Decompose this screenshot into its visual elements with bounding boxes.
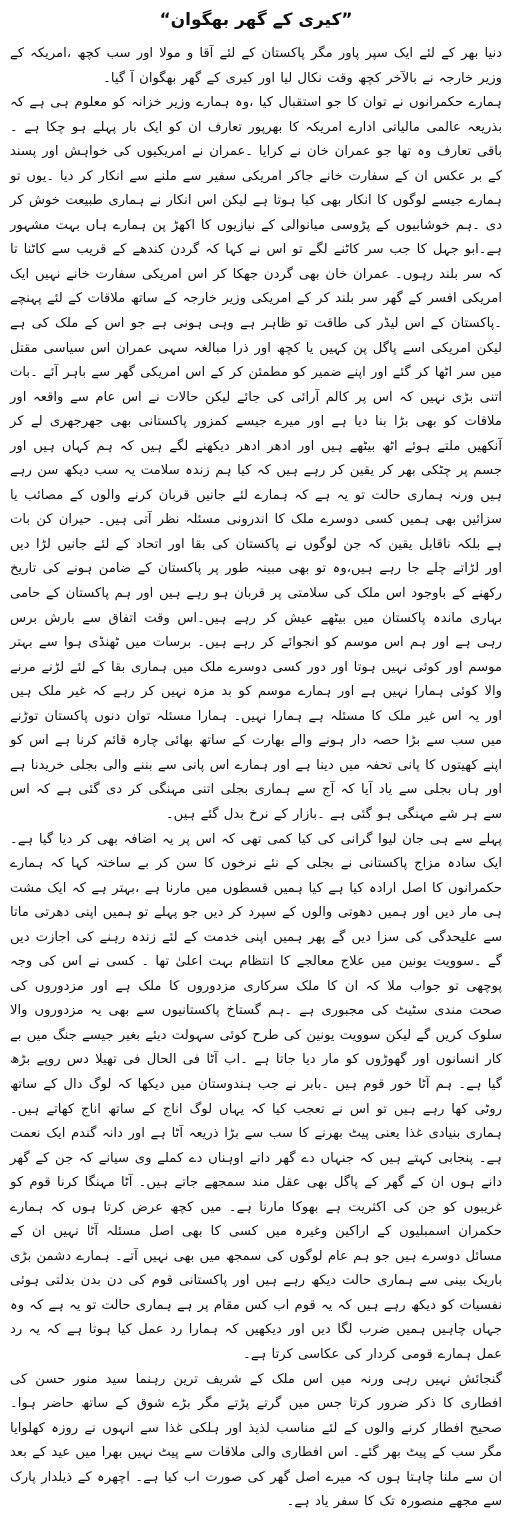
paragraph-2: ہمارے حکمرانوں نے توان کا جو استقبال کیا ،وہ ہمارے وزیر خزانہ کو معلوم ہی ہے کہ بذریعہ عالمی مالیاتی ادارے امریکہ کا بھرپور تعارف ان کو ایک بار پہلے ہو چکا ہے ۔باقی تعارف وہ تھا جو عمران خان نے کرایا ۔عمران نے امریکیوں کی خواہش اور پسند کے بر عکس ان کے سفارت خانے جاکر امریکی سفیر سے ملنے سے انکار کر دیا ۔یوں تو ہمارے جیسے لوگوں کا انکار بھی کیا ہوتا ہے لیکن اس انکار نے ہماری طبیعت خوش کر دی ۔ہم خوشابیوں کے پڑوسی میانوالی کے نیازیوں کا اکھڑ پن ہمارے ہاں بہت مشہور ہے۔ابو جہل کا جب سر کاٹنے لگے تو اس نے کہا کہ گردن کندھے کے قریب سے کاٹنا تا کہ سر بلند رہوں۔ عمران خان بھی گردن جھکا کر اس امریکی سفارت خانے نہیں ایک امریکی افسر کے گھر سر بلند کر کے امریکی وزیر خارجہ کے ساتھ ملاقات کے لئے پہنچے ۔پاکستان کے اس لیڈر کی طاقت تو ظاہر ہے وہی ہونی ہے جو اس کے ملک کی ہے لیکن امریکی اسے پاگل پن کہیں یا کچھ اور ذرا مبالغہ سہی عمران اس سیاسی مقتل میں سر اٹھا کر گئے اور اپنے ضمیر کو مطمئن کر کے اس امریکی گھر سے باہر آئے ۔بات اتنی بڑی نہیں کہ اس پر کالم آرائی کی جائے لیکن حالات نے اس عام سے واقعہ اور ملاقات کو بھی بڑا بنا دیا ہے اور میرے جیسے کمزور پاکستانی بھی جھرجھری لے کر آنکھیں ملتے ہوئے اٹھ بیٹھے ہیں اور ادھر ادھر دیکھنے لگے ہیں کہ ہم کہاں ہیں اور جسم پر چٹکی بھر کر یقین کر رہے ہیں کہ کیا ہم زندہ سلامت یہ سب دیکھ سن رہے ہیں ورنہ ہماری حالت تو یہ ہے کہ ہمارے لئے جانیں قربان کرنے والوں کے مصائب یا سزائیں بھی ہمیں کسی دوسرے ملک کا اندرونی مسئلہ نظر آتی ہیں۔ حیران کن بات ہے بلکہ ناقابل یقین کہ جن لوگوں نے پاکستان کی بقا اور اتحاد کے لئے جانیں لڑا دیں اور لڑاتے چلے جا رہے ہیں،وہ تو بھی مبینہ طور پر پاکستان کے ضامن ہونے کی تاریخ رکھنے کے باوجود اس ملک کی سلامتی پر قربان ہو رہے ہیں اور ہم پاکستان کے حامی بہاری ماندہ پاکستان میں بیٹھے عیش کر رہے ہیں۔اس وقت اتفاق سے بارش برس رہی ہے اور ہم اس موسم کو انجوائے کر رہے ہیں۔ برسات میں ٹھنڈی ہوا سے بہتر موسم اور کوئی نہیں ہوتا اور دور کسی دوسرے ملک میں ہماری بقا کے لئے لڑنے مرنے والا کوئی ہمارا نہیں ہے اور ہمارے موسم کو بد مزہ نہیں کر رہے کہ غیر ملک ہیں اور یہ اس غیر ملک کا مسئلہ ہے ہمارا نہیں۔ ہمارا مسئلہ توان دنوں پاکستان توڑنے میں سب سے بڑا حصہ دار ہونے والے بھارت کے ساتھ بھائی چارہ قائم کرنا ہے اس کو اپنے کھیتوں کا پانی تحفہ میں دینا ہے اور ہمارے اس پانی سے بننے والی بجلی خریدنا ہے اور ہاں بجلی سے یاد آیا کہ آج سے ہماری بجلی اتنی مہنگی کر دی گئی ہے کہ اس سے ہر شے مہنگی ہو گئی ہے ۔بازار کے نرخ بدل گئے ہیں۔ xyxy=(10,95,502,822)
column-body xyxy=(10,42,502,1515)
paragraph-3: پہلے سے ہی جان لیوا گرانی کی کیا کمی تھی کہ اس پر یہ اضافہ بھی کر دیا گیا ہے۔ ایک سادہ مزاج پاکستانی نے بجلی کے نئے نرخوں کا سن کر بے ساختہ کہا کہ ہمارے حکمرانوں کا اصل ارادہ کیا ہے کیا ہمیں قسطوں میں مارنا ہے ،بہتر ہے کہ ایک مشت ہی مار دیں اور ہمیں دھوتی والوں کے سپرد کر دیں جو پہلے تو ہمیں اپنی دھرتی ماتا سے علیحدگی کی سزا دیں گے پھر ہمیں اپنی خدمت کے لئے زندہ رہنے کی اجازت دیں گے ۔سوویت یونین میں علاج معالجے کا انتظام بہت اعلیٰ تھا ۔ کسی نے اس کی وجہ پوچھی تو جواب ملا کہ ان کا ملک سرکاری مزدوروں کا ملک ہے اور مزدوروں کی صحت مندی سٹیٹ کی مجبوری ہے ۔ہم گستاخ پاکستانیوں سے بھی یہ مزدوروں والا سلوک کریں گے لیکن سوویت یونین کی طرح کوئی سہولت دیئے بغیر جیسے جنگ میں بے کار انسانوں اور گھوڑوں کو مار دیا جاتا ہے ۔اب آٹا فی الحال فی تھیلا دس روپے بڑھ گیا ہے۔ ہم آٹا خور قوم ہیں ۔بابر نے جب ہندوستان میں دیکھا کہ لوگ دال کے ساتھ روٹی کھا رہے ہیں تو اس نے تعجب کیا کہ یہاں لوگ اناج کے ساتھ اناج کھاتے ہیں۔ ہماری بنیادی غذا یعنی پیٹ بھرنے کا سب سے بڑا ذریعہ آٹا ہے اور دانہ گندم ایک نعمت ہے۔ پنجابی کہتے ہیں کہ جنہاں دے گھر دانے اوہناں دے کملے وی سیانے کہ جن کے گھر دانے ہوں ان کے گھر کے پاگل بھی عقل مند سمجھے جاتے ہیں۔ آٹا مہنگا کرنا قوم کو غریبوں کو جن کی اکثریت ہے بھوکا مارنا ہے۔ میں کچھ عرض کرتا ہوں کہ ہمارے حکمران اسمبلیوں کے اراکین وغیرہ میں کسی کا بھی اصل مسئلہ آٹا نہیں ان کے مسائل دوسرے ہیں جو ہم عام لوگوں کی سمجھ میں بھی نہیں آتے۔ ہمارے دشمن بڑی باریک بینی سے ہماری حالت دیکھ رہے ہیں اور پاکستانی قوم کی دن بدن بدلتی ہوئی نفسیات کو دیکھ رہے ہیں کہ یہ قوم اب کس مقام پر ہے ہماری حالت تو یہ ہے کہ وہ جہاں چاہیں ہمیں ضرب لگا دیں اور دیکھیں کہ ہمارا رد عمل کیا ہوتا ہے کہ یہ رد عمل ہمارے قومی کردار کی عکاسی کرتا ہے۔ xyxy=(10,831,502,1362)
paragraph-4: گنجائش نہیں رہی ورنہ میں اس ملک کے شریف ترین رہنما سید منور حسن کی افطاری کا ذکر ضرور کرتا جس میں گرتے پڑتے مگر بڑے شوق کے ساتھ حاضر ہوا۔صحیح افطار کرنے والوں کے لئے مناسب لذیذ اور ہلکی غذا سے انہوں نے روزہ کھلوایا مگر سب کے پیٹ بھر گئے۔ اس افطاری والی ملاقات سے پیٹ نہیں بھرا میں عید کے بعد ان سے ملنا چاہتا ہوں کہ میرے اصل گھر کی صورت اب کیا ہے۔ اچھرہ کے ذیلدار پارک سے مجھے منصورہ تک کا سفر یاد ہے۔ xyxy=(10,1371,502,1510)
column-headline: ”کیری کے گھر بھگوان“ xyxy=(159,10,353,30)
paragraph-1: دنیا بھر کے لئے ایک سپر پاور مگر پاکستان کے لئے آقا و مولا اور سب کچھ ،امریکہ کے وزیر خارجہ نے بالآخر کچھ وقت نکال لیا اور کیری کے گھر بھگوان آ گیا۔ xyxy=(10,46,502,86)
